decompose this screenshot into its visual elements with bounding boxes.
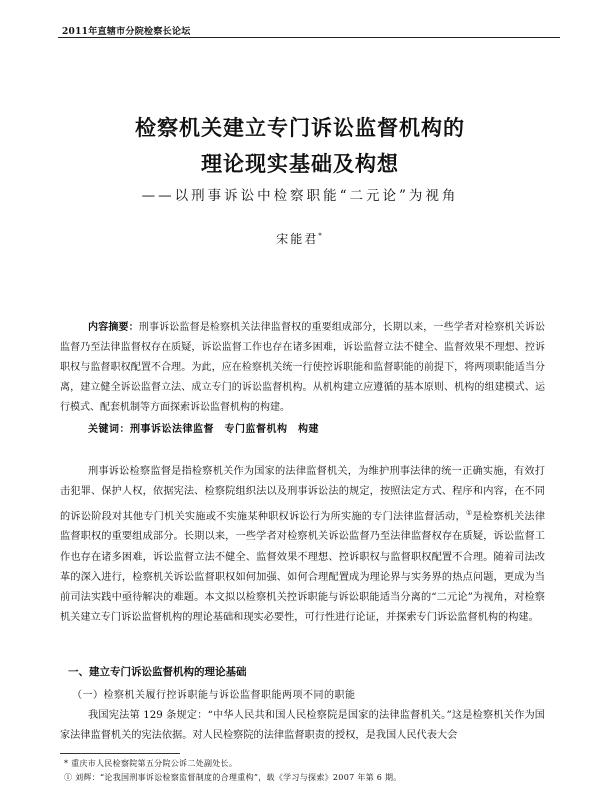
abstract-label: 内容摘要： [88,322,139,333]
footnote-rule [60,753,180,754]
footnote-2: ① 刘辉：“论我国刑事诉讼检察监督制度的合理重构”，载《学习与探索》2007 年第 6 期。 [64,773,402,782]
para1-part-a: 刑事诉讼检察监督是指检察机关作为国家的法律监督机关，为维护刑事法律的统一正确实施，有效打击犯罪、保护人权，依据宪法、检察院组织法以及刑事诉讼法的规定，按照法定方式、程序和内容，在不同的诉讼阶段对其他专门机关实施或不实施某种职权诉讼行为所实施的专门法律监督活动， [60,466,545,522]
author-line [0,230,600,247]
article-subtitle: ——以刑事诉讼中检察职能“二元论”为视角 [141,188,459,204]
section-heading-1: 一、建立专门诉讼监督机构的理论基础 [68,666,247,678]
keywords-items: 刑事诉讼法律监督 专门监督机构 构建 [130,424,319,435]
abstract-text: 刑事诉讼监督是检察机关法律监督权的重要组成部分，长期以来，一些学者对检察机关诉讼监督乃至法律监督权存在质疑，诉讼监督工作也存在诸多困难，诉讼监督立法不健全、监督效果不理想、控诉职权与监督职权配置不合理。为此，应在检察机关统一行使控诉职能和监督职能的前提下，将两项职能适当分离，建立健全诉讼监督立法、成立专门的诉讼监督机构。从机构建立应遵循的基本原则、机构的组建模式、运行模式、配套机制等方面探索诉讼监督机构的构建。 [60,322,546,413]
abstract [60,318,545,418]
footnote-ref-1: ① [465,508,473,517]
article-title-line2: 理论现实基础及构想 [201,152,399,176]
author-name: 宋能君 [276,232,319,246]
para1-part-b: 是检察机关法律监督职权的重要组成部分。长期以来，一些学者对检察机关诉讼监督乃至法律监督权存在质疑，诉讼监督工作也存在诸多困难，诉讼监督立法不健全、监督效果不理想、控诉职权与监督职权配置不合理。随着司法改革的深入进行，检察机关诉讼监督职权如何加强、如何合理配置成为理论界与实务界的热点问题，更成为当前司法实践中亟待解决的难题。本文拟以检察机关控诉职能与诉讼职能适当分离的“二元论”为视角，对检察机关建立专门诉讼监督机构的理论基础和现实必要性，可行性进行论证，并探索专门诉讼监督机构的构建。 [60,510,546,624]
subsection-heading-1: （一）检察机关履行控诉职能与诉讼监督职能两项不同的职能 [72,690,356,701]
author-footnote-mark: * [318,232,324,240]
footnote-1: * 重庆市人民检察院第五分院公诉二处副处长。 [64,759,238,768]
running-header: 2011年直辖市分院检察长论坛 [62,27,191,37]
header-rule [58,37,560,38]
body-paragraph-1 [60,462,545,629]
keywords-label: 关键词： [88,424,130,435]
body-paragraph-2: 我国宪法第 129 条规定：“中华人民共和国人民检察院是国家的法律监督机关。”这是检察机关作为国家法律监督机关的宪法依据。对人民检察院的法律监督职责的授权，是我国人民代表大会 [60,710,545,742]
article-title-line1: 检察机关建立专门诉讼监督机构的 [135,116,465,140]
keywords [88,420,319,435]
